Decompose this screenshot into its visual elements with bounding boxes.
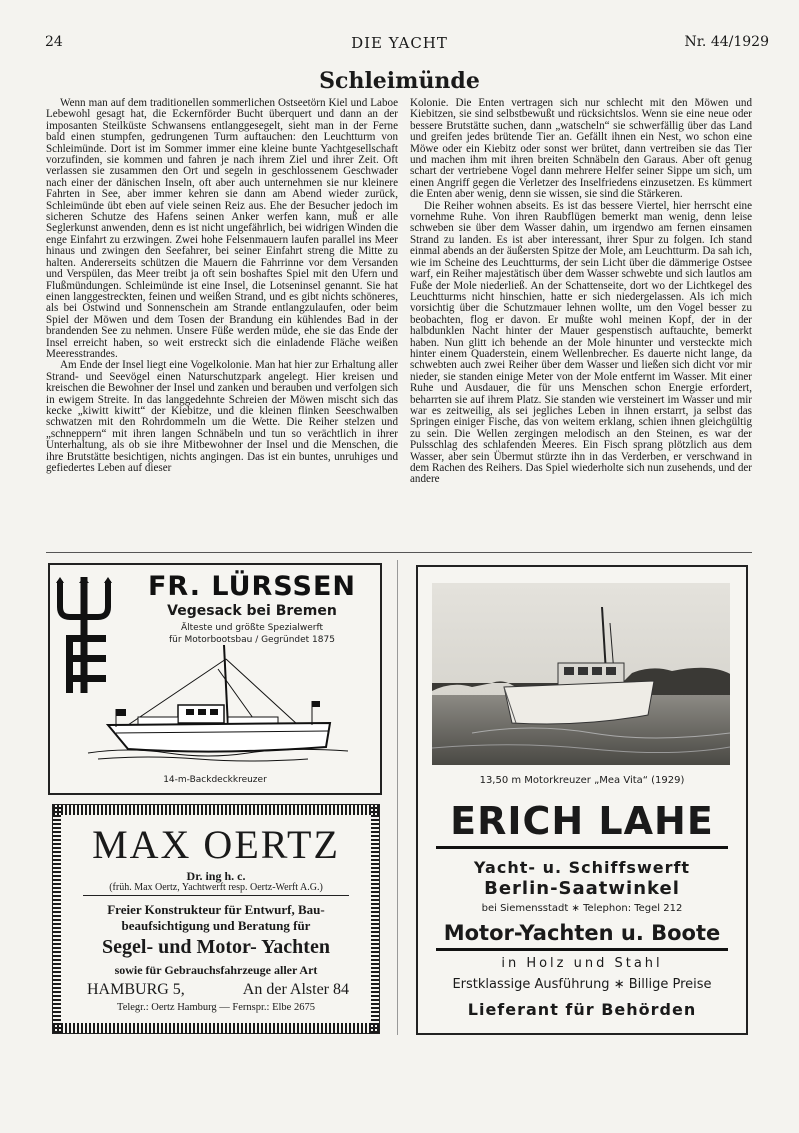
ad-column-divider	[397, 560, 398, 1035]
paragraph: Kolonie. Die Enten vertragen sich nur schlecht mit den Möwen und Kiebitzen, sie sind selbstbewußt und rücksichtslos. Wenn sie eine neue oder bessere Brutstätte suchen, dann „watscheln“ sie schwerfällig über das Land und greifen jedes brütende Tier an. Gefällt ihnen ein Nest, wo schon eine Möwe oder ein Kiebitz oder sonst wer brütet, dann vertreiben sie das Tier und machen ihm mit ihren breiten Schnäbeln den Garaus. Aber oft genug schart der vertriebene Vogel dann mehrere Helfer seiner Sippe um sich, um einen Angriff gegen die Verletzer des Inselfriedens einzusetzen. Es kümmert die Enten aber wenig, denn sie wissen, sie sind die Stärkeren.	[410, 97, 752, 201]
oertz-specialty-2: sowie für Gebrauchsfahrzeuge aller Art	[114, 963, 318, 977]
boat-caption: 13,50 m Motorkreuzer „Mea Vita“ (1929)	[479, 775, 685, 786]
oertz-name: MAX OERTZ	[92, 822, 340, 867]
lahe-supplier: Lieferant für Behörden	[467, 1000, 697, 1019]
motor-yacht-illustration	[68, 639, 368, 769]
divider-rule	[46, 552, 752, 553]
paragraph: Am Ende der Insel liegt eine Vogelkolonie. Man hat hier zur Erhaltung aller Strand- und Seevögel einen Naturschutzpark angelegt. Hier kreisen und kreischen die Bewohner der Insel und zanken und berauben und verfolgen sich in ewigem Streite. In das langgedehnte Schreien der Möwen mischt sich das kecke „kiwitt kiwitt“ der Kiebitze, und die kleinen flinken Seeschwalben schwatzen mit den Rohrdommeln um die Wette. Die Reiher stelzen und „schneppern“ mit ihren langen Schnäbeln und tun so verächtlich in ihrer Unterhaltung, als ob sie ihre Mitbewohner der Insel und die Menschen, die ihre Brutstätte besichtigen, nichts angingen. Das ist ein buntes, unruhiges und gefiedertes Leben auf dieser	[46, 359, 398, 474]
lahe-phone: bei Siemensstadt ∗ Telephon: Tegel 212	[481, 903, 683, 914]
lahe-products: Motor-Yachten u. Boote	[443, 921, 721, 945]
oertz-former-name: (früh. Max Oertz, Yachtwerft resp. Oertz-Werft A.G.)	[109, 882, 323, 893]
lahe-name: ERICH LAHE	[450, 799, 714, 843]
luerssen-name: FR. LÜRSSEN	[147, 571, 357, 602]
oertz-street: An der Alster 84	[242, 981, 349, 998]
oertz-services-2: beaufsichtigung und Beratung für	[121, 918, 311, 933]
boat-caption: 14-m-Backdeckkreuzer	[163, 775, 267, 785]
lahe-materials: in Holz und Stahl	[501, 956, 663, 971]
oertz-services: Freier Konstrukteur für Entwurf, Bau-	[107, 902, 325, 917]
lahe-business: Yacht- u. Schiffswerft	[473, 858, 691, 877]
page-number: 24	[45, 34, 63, 50]
luerssen-advertisement	[48, 563, 382, 795]
divider-rule	[83, 895, 349, 896]
oertz-city: HAMBURG 5,	[87, 981, 185, 998]
motor-cruiser-photo	[432, 583, 730, 765]
article-column-left	[46, 98, 398, 474]
divider-rule	[436, 846, 728, 849]
hatched-border	[53, 805, 379, 815]
oertz-advertisement	[52, 804, 380, 1034]
divider-rule	[436, 948, 728, 951]
oertz-contact: Telegr.: Oertz Hamburg — Fernspr.: Elbe 2675	[117, 1002, 315, 1013]
page-header	[0, 34, 799, 54]
luerssen-location: Vegesack bei Bremen	[167, 603, 337, 619]
oertz-title: Dr. ing h. c.	[186, 869, 246, 883]
article-title: Schleimünde	[319, 68, 480, 94]
oertz-specialty: Segel- und Motor- Yachten	[102, 936, 330, 958]
paragraph: Die Reiher wohnen abseits. Es ist das bessere Viertel, hier herrscht eine vornehme Ruhe. Von ihren Raubflügen bemerkt man wenig, denn leise schweben sie über dem Wasser dahin, um irgendwo am fernen einsamen Strand zu landen. Es ist aber interessant, ihrer Spur zu folgen. Ich stand einmal abends an der äußersten Spitze der Mole, am Leuchtturm. Da sah ich, wie im Scheine des Leuchtturms, der sein Licht über die dämmerige Ostsee warf, ein Reiher majestätisch über dem Wasser schwebte und sich lautlos am Fuße der Mole niederließ. An der Schattenseite, dort wo der Lichtkegel des Leuchtturms nicht hinschien, hatte er sich niedergelassen. Als ich mich vorsichtig über die Schutzmauer lehnen wollte, um den Vogel besser zu beobachten, flog er davon. Er mußte wohl meinen Kopf, der in der halbdunklen Nacht hinter der Mauer gespenstisch auftauchte, bemerkt haben. Nun glitt ich behende an der Mole hinunter und versteckte mich hinter einem Quaderstein, einem Wellenbrecher. Es dauerte nicht lange, da schwebten auch zwei Reiher über dem Wasser und ließen sich dicht vor mir nieder, sie standen einige Meter von der Mole entfernt im Wasser. Mit einer Ruhe und Ausdauer, die für uns Menschen schon Energie erfordert, beharrten sie auf ihrem Platz. Sie standen wie versteinert im Wasser und mir war es zeitweilig, als sei jegliches Leben in ihnen erstarrt, ja selbst das Springen einiger Fische, das von weitem erklang, schien ihnen gleichgültig zu sein. Die Wellen zergingen melodisch an den Steinen, es war der Pulsschlag des schlafenden Meeres. Ein Fisch sprang plötzlich aus dem Wasser, aber sein Übermut stürzte ihn in das Verderben, er verschwand in dem Rachen des Reihers. Das Spiel wiederholte sich nun zusehends, und der andere	[410, 199, 752, 486]
luerssen-tagline: Älteste und größte Spezialwerft	[181, 623, 323, 633]
lahe-location: Berlin-Saatwinkel	[484, 878, 680, 899]
lahe-advertisement	[416, 565, 748, 1035]
paragraph: Wenn man auf dem traditionellen sommerlichen Ostseetörn Kiel und Laboe Lebewohl gesagt hat, die Eckernförder Bucht überquert und dann an der imposanten Steilküste Schwansens entlanggesegelt, sieht man in der Ferne bald einen stumpfen, gedrungenen Turm auftauchen: den Leuchtturm von Schleimünde. Dort ist im Sommer immer eine kleine bunte Yachtgesellschaft vorzufinden, sie kommen und fahren je nach ihrem Ziel und ihrer Zeit. Oft verlassen sie zusammen den Ort und segeln in geschlossenem Geschwader nach einer der dänischen Inseln, oft aber auch unternehmen sie nur kleinere Fahrten in See, aber immer kehren sie dann am Abend wieder zurück, Schleimünde übt eben auf viele seinen Reiz aus. Ehe der Besucher jedoch im sicheren Schutze des Hafens seinen Anker werfen kann, muß er alle Seglerkunst anwenden, denn es ist nicht ungefährlich, bei widrigen Winden die enge Einfahrt zu erzwingen. Zwei hohe Felsenmauern laufen parallel ins Meer hinaus und zwingen den Seefahrer, bei seiner Einfahrt streng die Mitte zu halten. Andererseits schützen die Mauern die Fahrrinne vor dem Versanden und Verspülen, das Meer treibt ja oft sein boshaftes Spiel mit den Ufern und Flußmündungen. Schleimünde ist eine Insel, die Lotseninsel genannt. Sie hat einen langgestreckten, feinen und weißen Strand, und es gibt nichts schöneres, als bei Ostwind und Sonnenschein am Strande entlangzulaufen, oder beim Spiel der Möwen und dem Tosen der Brandung ein kühlendes Bad in der brandenden See zu nehmen. Unsere Füße werden müde, ehe sie das Ende der Insel erreicht haben, so weit erstreckt sich die einladende Fläche weißen Meeresstrandes.	[46, 97, 398, 360]
hatched-border	[53, 1023, 379, 1033]
issue-number: Nr. 44/1929	[684, 34, 769, 50]
luerssen-tagline-2: für Motorbootsbau / Gegründet 1875	[169, 635, 335, 645]
article-column-right	[410, 98, 752, 486]
magazine-title: DIE YACHT	[351, 34, 448, 52]
lahe-quality: Erstklassige Ausführung ∗ Billige Preise	[452, 977, 712, 992]
